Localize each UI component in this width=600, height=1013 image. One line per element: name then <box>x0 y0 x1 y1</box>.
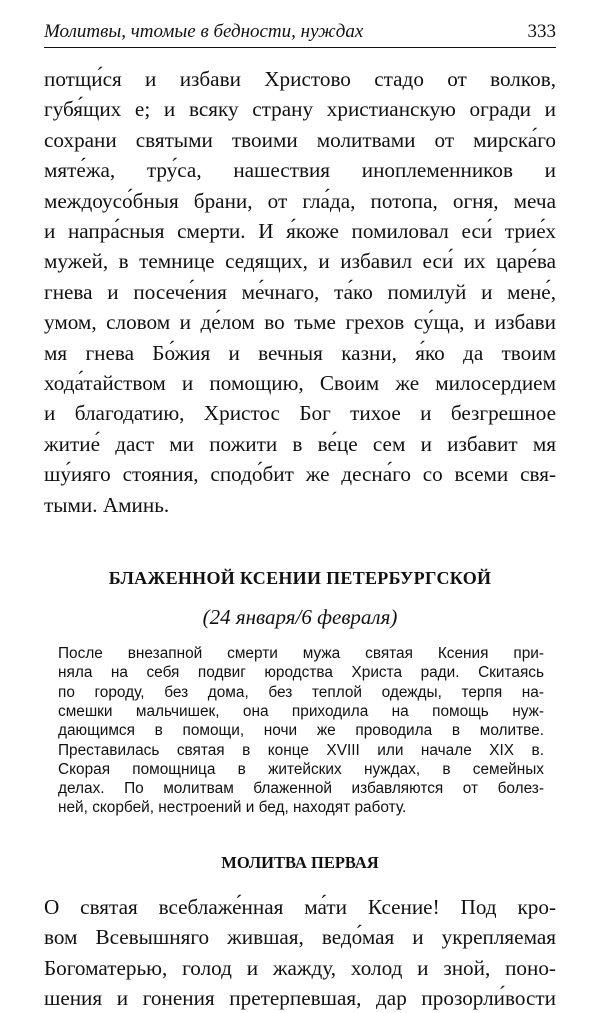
text-line: гнева и посече́ния ме́чнаго, та́ко помилуй и мене́, <box>44 279 556 304</box>
note-line: смешки мальчишек, она приходила на помощь нуж- <box>58 702 544 720</box>
feast-date: (24 января/6 февраля) <box>202 605 398 630</box>
text-line: тыми. Аминь. <box>44 492 170 517</box>
note-line: После внезапной смерти мужа святая Ксения при- <box>58 645 544 663</box>
note-line: ней, скорбей, нестроений и бед, находят работу. <box>58 799 407 817</box>
text-line: мужей, в темнице седящих, и избавил еси́ их царе́ва <box>44 249 556 274</box>
continued-prayer-text <box>44 64 556 520</box>
text-line: шу́ияго стояния, сподо́бит же десна́го со всеми свя- <box>44 462 556 487</box>
section-title: БЛАЖЕННОЙ КСЕНИИ ПЕТЕРБУРГСКОЙ <box>108 568 492 589</box>
running-header <box>44 20 556 48</box>
prayer-line: Богоматерью, голод и жажду, холод и зной, поно- <box>44 955 556 980</box>
prayer-line: вом Всевышняго жившая, ведо́мая и укрепляемая <box>44 925 556 950</box>
running-header-title: Молитвы, чтомые в бедности, нуждах <box>44 21 364 42</box>
text-line: губя́щих е; и всяку страну христианскую огради и <box>44 97 556 122</box>
text-line: и напра́сныя смерти. И я́коже помиловал еси́ трие́х <box>44 219 556 244</box>
text-line: умом, словом и де́лом во тьме грехов су́ща, и избави <box>44 310 556 335</box>
text-line: житие́ даст ми пожити в ве́це сем и избавит мя <box>44 431 556 456</box>
note-line: Скорая помощница в житейских нуждах, в семейных <box>58 760 544 778</box>
text-line: хода́тайством и помощию, Своим же милосердием <box>44 371 556 396</box>
text-line: междоусо́бныя брани, от гла́да, потопа, огня, меча <box>44 188 556 213</box>
book-page <box>44 20 556 1013</box>
text-line: мяте́жа, тру́са, нашествия иноплеменников и <box>44 158 556 183</box>
note-line: по городу, без дома, без теплой одежды, терпя на- <box>58 683 544 701</box>
text-line: потщи́ся и избави Христово стадо от волков, <box>44 67 556 91</box>
text-line: сохрани святыми твоими молитвами от мирска́го <box>44 127 556 152</box>
prayer-line: О святая всеблаже́нная ма́ти Ксение! Под кро- <box>44 894 556 919</box>
prayer-line: шения и гонения претерпевшая, дар прозорли́вости <box>44 985 556 1010</box>
note-line: Преставилась святая в конце XVIII или начале XIX в. <box>58 741 544 759</box>
text-line: мя гнева Бо́жия и вечныя казни, я́ко да твоим <box>44 340 556 365</box>
prayer-title: МОЛИТВА ПЕРВАЯ <box>221 852 379 872</box>
prayer-text <box>44 892 556 1013</box>
page-number: 333 <box>527 21 556 42</box>
note-line: делах. По молитвам блаженной избавляются от болез- <box>58 780 544 798</box>
note-line: дающимся в помощи, ночи же проводила в молитве. <box>58 722 544 740</box>
biographical-note <box>58 644 544 818</box>
text-line: и благодатию, Христос Бог тихое и безгрешное <box>44 401 556 426</box>
note-line: няла на себя подвиг юродства Христа ради. Скитаясь <box>58 664 544 682</box>
